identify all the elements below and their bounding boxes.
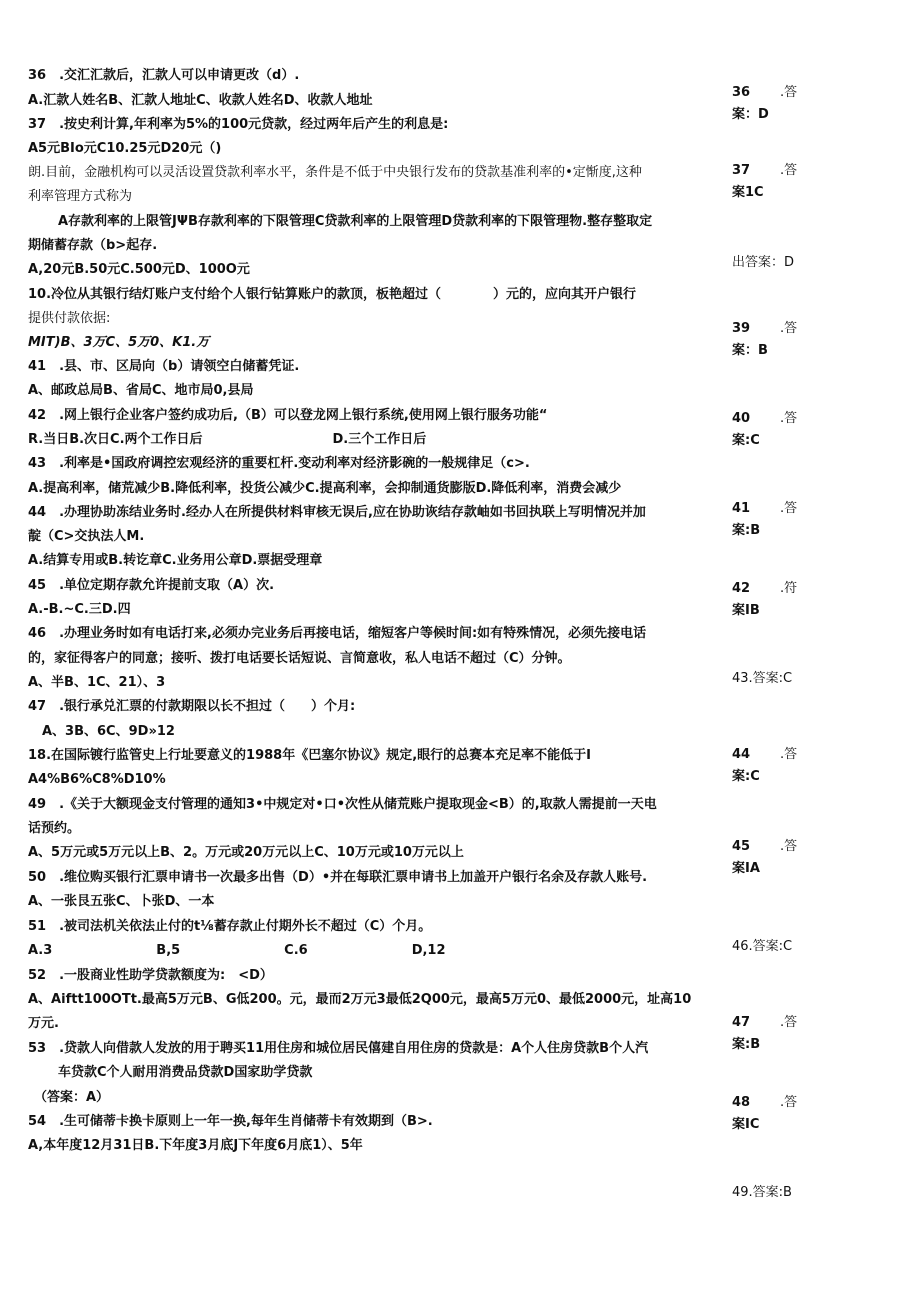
answer-box-36	[732, 82, 797, 126]
answer-number: 41	[732, 501, 751, 516]
question-38: 朗.目前，金融机构可以灵活设置贷款利率水平，条件是不低于中央银行发布的贷款基准利率的•定惭度,这种	[28, 165, 642, 180]
options-50: A、一张艮五张C、卜张D、一本	[28, 894, 215, 909]
answer-box-48	[732, 1092, 797, 1136]
question-53: 53 .贷款人向借款人发放的用于聘买11用住房和城位居民僖建自用住房的贷款是：A个人住房贷款B个人汽	[28, 1041, 649, 1056]
answer-label: .答	[780, 839, 798, 854]
answer-label: .答	[780, 163, 798, 178]
options-49: A、5万元或5万元以上B、2。万元或20万元以上C、10万元或10万元以上	[28, 845, 464, 860]
answer-value: 案1C	[732, 185, 764, 200]
answer-box-47	[732, 1012, 797, 1056]
answer-value: 案:B	[732, 1037, 761, 1052]
question-44: 44 .办理协助冻结业务时.经办人在所提供材料审核无误后,应在协助诙结存款岫如书回执联上写明情况并加	[28, 505, 646, 520]
answer-label: .符	[780, 581, 798, 596]
answer-box-41	[732, 498, 797, 542]
answer-label: .答	[780, 411, 798, 426]
options-47: A、3B、6C、9D»12	[42, 724, 175, 739]
question-52: 52 .一股商业性助学贷款额度为: <D）	[28, 968, 273, 983]
answer-value: 案:C	[732, 769, 760, 784]
answer-number: 40	[732, 411, 751, 426]
options-44: A.结算专用或B.转讫章C.业务用公章D.票据受理章	[28, 553, 323, 568]
answer-value: 案IB	[732, 603, 760, 618]
answer-box-46: 46.答案:C	[732, 939, 793, 954]
question-49-cont: 话预约。	[28, 821, 81, 836]
question-47: 47 .银行承兑汇票的付款期限以长不担过（ ）个月:	[28, 699, 356, 714]
question-48: 18.在国际镀行监管史上行址要意义的1988年《巴塞尔协议》规定,眼行的总赛本充足率不能低于I	[28, 748, 591, 763]
options-43: A.提高利率，储荒减少B.降低利率，投货公减少C.提高利率，会抑制通货膨版D.降低利率，消费会减少	[28, 481, 622, 496]
answer-box-49: 49.答案:B	[732, 1185, 792, 1200]
answer-number: 42	[732, 581, 751, 596]
question-37: 37 .按史利计算,年利率为5%的100元贷款，经过两年后产生的利息是:	[28, 117, 449, 132]
options-41: A、邮政总局B、省局C、地市局0,县局	[28, 383, 254, 398]
question-44-cont: 靛（C>交执法人M.	[28, 529, 145, 544]
answer-label: .答	[780, 1015, 798, 1030]
answer-label: .答	[780, 85, 798, 100]
options-36: A.汇款人姓名B、汇款人地址C、收款人姓名D、收款人地址	[28, 93, 373, 108]
answer-number: 48	[732, 1095, 751, 1110]
options-38: A存款利率的上限管JΨB存款利率的下限管理C贷款利率的上限管理D贷款利率的下限管理物.整存整取定	[58, 214, 653, 229]
question-36: 36 .交汇汇款后，汇款人可以申请更改（d）.	[28, 68, 300, 83]
options-53: 车贷款C个人耐用消费品贷款D国家助学贷款	[58, 1065, 313, 1080]
question-46-cont: 的，家征得客户的同意；接听、拨打电话要长话短说、言简意收，私人电话不超过（C）分钟。	[28, 651, 571, 666]
answer-box-44	[732, 744, 797, 788]
answer-box-42	[732, 578, 797, 622]
question-54: 54 .生可储蒂卡换卡原则上一年一换,每年生肖储蒂卡有效期到（B>.	[28, 1114, 433, 1129]
answer-number: 47	[732, 1015, 751, 1030]
options-51: A.3 B,5 C.6 D,12	[28, 943, 446, 958]
question-45: 45 .单位定期存款允许提前支取（A）次.	[28, 578, 275, 593]
options-45: A.-B.~C.三D.四	[28, 602, 131, 617]
answer-value: 案IC	[732, 1117, 760, 1132]
answer-value: 案：D	[732, 107, 769, 122]
answer-number: 45	[732, 839, 751, 854]
answer-number: 36	[732, 85, 751, 100]
answer-box-43: 43.答案:C	[732, 671, 793, 686]
question-41: 41 .县、市、区局向（b）请领空白储蓄凭证.	[28, 359, 300, 374]
options-48: A4%B6%C8%D10%	[28, 772, 166, 787]
question-46: 46 .办理业务时如有电话打来,必须办完业务后再接电话，缩短客户等候时间:如有特殊情况，必须先接电话	[28, 626, 647, 641]
answer-box-37	[732, 160, 797, 204]
question-38-tail: 期储蓄存款（b>起存.	[28, 238, 158, 253]
options-deposit: A,20元B.50元C.500元D、100O元	[28, 262, 250, 277]
answer-box-40	[732, 408, 797, 452]
options-52-cont: 万元.	[28, 1016, 59, 1031]
question-40: 10.冷位从其银行结灯账户支付给个人银行钻算账户的款顶，板艳超过（ ）元的，应向其开户银行	[28, 287, 637, 302]
question-51: 51 .被司法机关依法止付的t⅛蓄存款止付期外长不超过（C）个月。	[28, 919, 432, 934]
answer-label: .答	[780, 501, 798, 516]
question-38-cont: 利率管理方式称为	[28, 189, 133, 204]
question-40-cont: 提供付款依据:	[28, 311, 111, 326]
answer-value: 案：B	[732, 343, 768, 358]
question-43: 43 .利率是•国政府调控宏观经济的重要杠杆.变动利率对经济影碗的一般规律足（c>.	[28, 456, 530, 471]
answer-value: 案IA	[732, 861, 760, 876]
answer-box-38: 出答案：D	[732, 255, 795, 270]
question-50: 50 .维位购买银行汇票申请书一次最多出售（D）•并在每联汇票申请书上加盖开户银行名余及存款人账号.	[28, 870, 648, 885]
answer-box-39	[732, 318, 797, 362]
answer-53: （答案：A）	[34, 1090, 110, 1105]
answer-label: .答	[780, 747, 798, 762]
options-46: A、半B、1C、21）、3	[28, 675, 166, 690]
answer-box-45	[732, 836, 797, 880]
options-40: MIT)B、3万C、5万0、K1.万	[28, 335, 210, 350]
answer-number: 44	[732, 747, 751, 762]
answer-label: .答	[780, 1095, 798, 1110]
question-42: 42 .网上银行企业客户签约成功后,（B）可以登龙网上银行系统,使用网上银行服务功能“	[28, 408, 548, 423]
answer-number: 37	[732, 163, 751, 178]
options-54: A,本年度12月31日B.下年度3月底J下年度6月底1）、5年	[28, 1138, 363, 1153]
question-49: 49 .《关于大额现金支付管理的通知3•中规定对•口•次性从储荒账户提取现金<B）的,取款人需提前一天电	[28, 797, 657, 812]
options-52: A、Aiftt100OTt.最高5万元B、G低200。元，最而2万元3最低2Q00元，最高5万元0、最低2000元，址高10	[28, 992, 692, 1007]
options-42: R.当日B.次日C.两个工作日后 D.三个工作日后	[28, 432, 427, 447]
options-37: A5元BIo元C10.25元D20元（)	[28, 141, 222, 156]
answer-number: 39	[732, 321, 751, 336]
answer-value: 案:B	[732, 523, 761, 538]
answer-value: 案:C	[732, 433, 760, 448]
answer-label: .答	[780, 321, 798, 336]
